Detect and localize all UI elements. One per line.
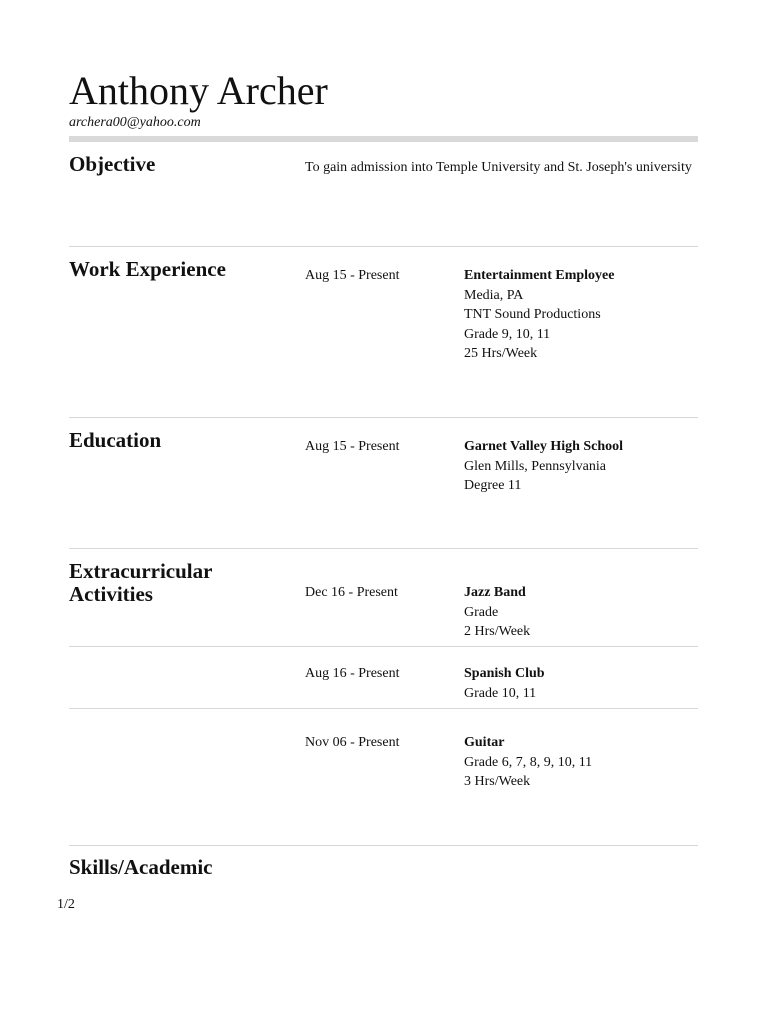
- section-heading-education: Education: [69, 428, 162, 452]
- work-entry-date: Aug 15 - Present: [305, 268, 400, 283]
- activity-entry-hours: 2 Hrs/Week: [464, 624, 531, 639]
- activity-entry-date: Nov 06 - Present: [305, 735, 400, 750]
- activity-entry-grade: Grade: [464, 604, 499, 620]
- activity-entry-title: Spanish Club: [464, 666, 545, 681]
- work-entry-details: [464, 266, 704, 364]
- activity-entry-details: [464, 583, 704, 642]
- page-number: 1/2: [57, 897, 75, 912]
- education-entry-location: Glen Mills, Pennsylvania: [464, 458, 606, 474]
- activity-entry-title: Jazz Band: [464, 585, 526, 600]
- header-divider: [69, 136, 698, 142]
- section-heading-skills: Skills/Academic: [69, 855, 213, 879]
- section-heading-line: Extracurricular: [69, 559, 213, 583]
- activity-entry-details: [464, 733, 704, 792]
- work-entry-hours: 25 Hrs/Week: [464, 346, 538, 361]
- education-entry-degree: Degree 11: [464, 478, 522, 493]
- activity-entry-date: Dec 16 - Present: [305, 585, 398, 600]
- activity-entry-grade: Grade 6, 7, 8, 9, 10, 11: [464, 754, 593, 770]
- section-heading-work-experience: Work Experience: [69, 257, 226, 281]
- activity-entry-details: [464, 664, 704, 703]
- education-entry-details: [464, 437, 704, 496]
- activity-entry-grade: Grade 10, 11: [464, 685, 537, 701]
- activity-entry-date: Aug 16 - Present: [305, 666, 400, 681]
- work-entry-title: Entertainment Employee: [464, 268, 615, 283]
- section-heading-extracurricular: [69, 560, 212, 606]
- objective-text: To gain admission into Temple University and St. Joseph's university: [305, 160, 692, 175]
- work-entry-location: Media, PA: [464, 287, 524, 303]
- section-heading-line: Activities: [69, 582, 153, 606]
- education-entry-date: Aug 15 - Present: [305, 439, 400, 454]
- section-divider: [69, 246, 698, 247]
- work-entry-employer: TNT Sound Productions: [464, 307, 601, 322]
- activity-entry-hours: 3 Hrs/Week: [464, 774, 531, 789]
- candidate-email: archera00@yahoo.com: [69, 115, 201, 130]
- section-divider: [69, 548, 698, 549]
- entry-divider: [69, 708, 698, 709]
- section-divider: [69, 845, 698, 846]
- activity-entry-title: Guitar: [464, 735, 505, 750]
- work-entry-grades: Grade 9, 10, 11: [464, 326, 551, 342]
- entry-divider: [69, 646, 698, 647]
- candidate-name: Anthony Archer: [69, 68, 328, 113]
- section-heading-objective: Objective: [69, 152, 156, 176]
- section-divider: [69, 417, 698, 418]
- education-entry-school: Garnet Valley High School: [464, 439, 624, 454]
